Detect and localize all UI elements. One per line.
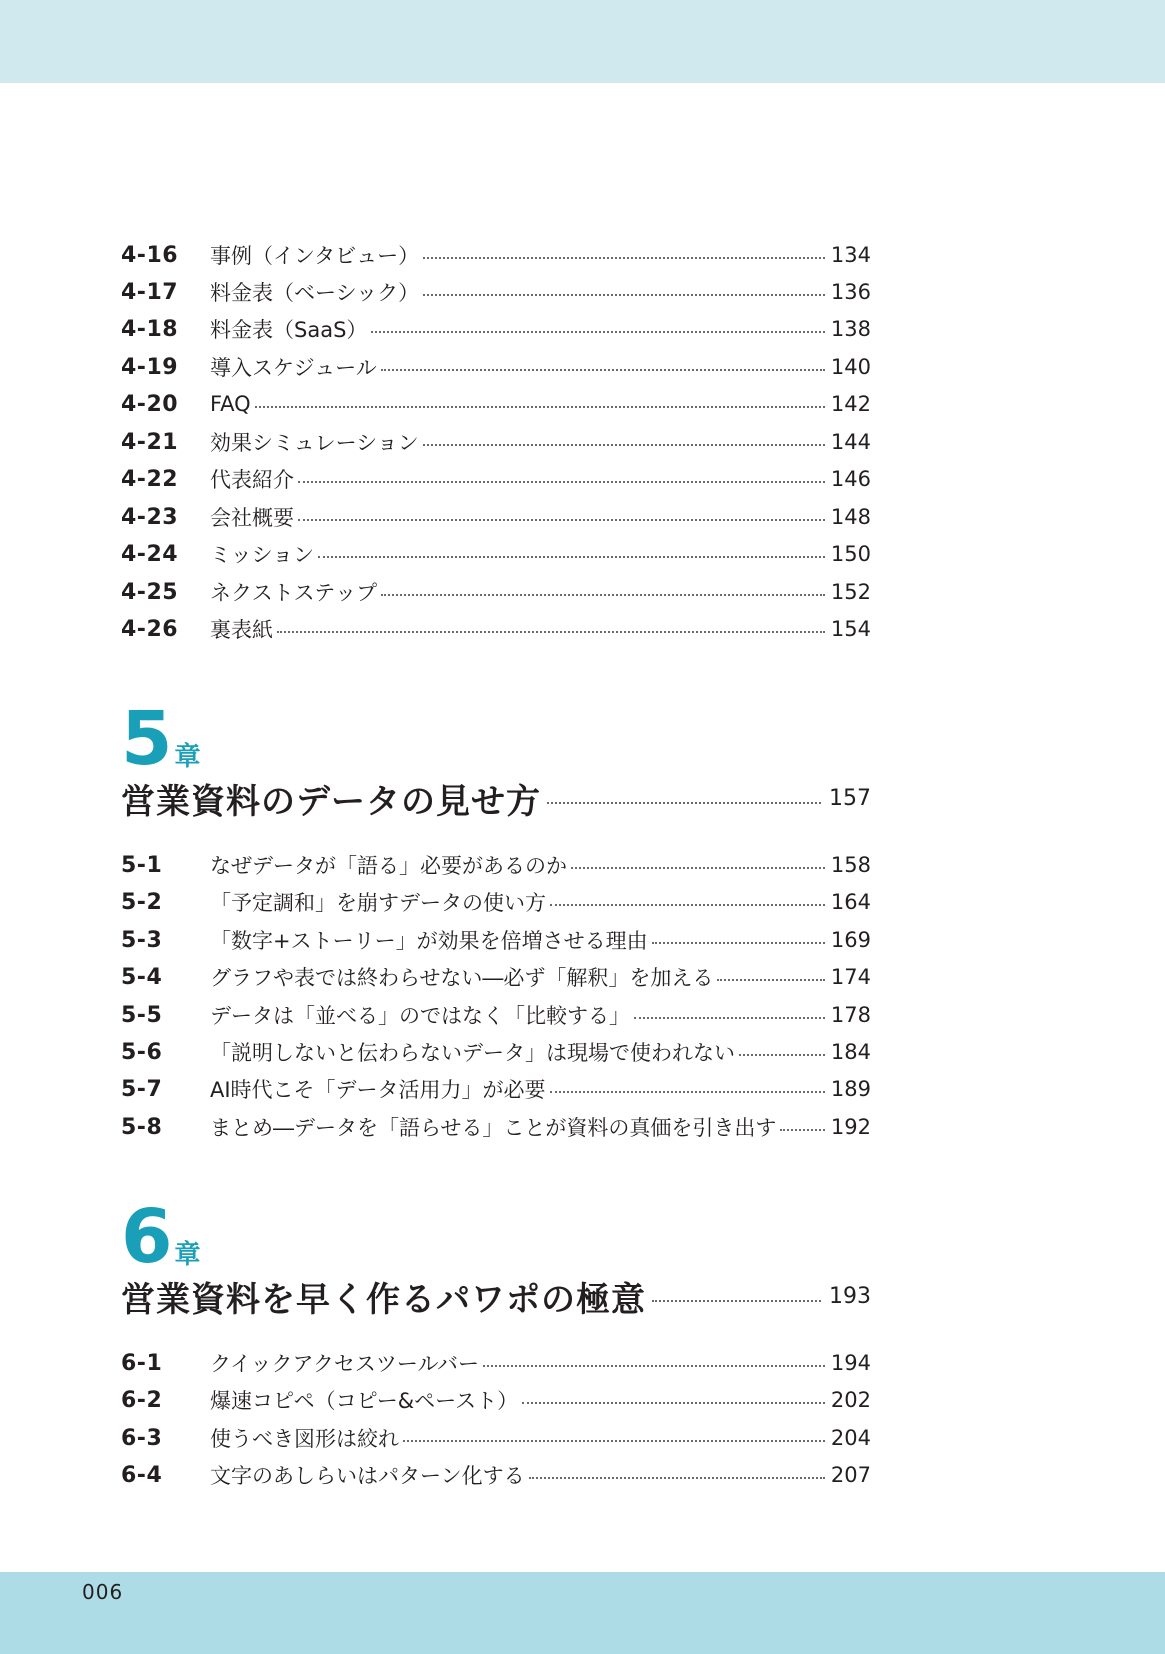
entry-title: 効果シミュレーション — [210, 431, 419, 455]
entry-title: 「数字+ストーリー」が効果を倍増させる理由 — [210, 929, 648, 953]
chapter-5-heading[interactable] — [121, 776, 871, 820]
dot-leader — [571, 867, 825, 869]
entry-number: 5-6 — [121, 1039, 163, 1065]
toc-entry[interactable] — [121, 275, 871, 309]
entry-page: 184 — [830, 1040, 871, 1064]
entry-page: 146 — [830, 467, 871, 491]
entry-number: 6-3 — [121, 1425, 163, 1451]
dot-leader — [529, 1477, 825, 1479]
entry-title: 料金表（ベーシック） — [210, 281, 420, 305]
dot-leader — [739, 1054, 825, 1056]
toc-entry[interactable] — [121, 612, 871, 646]
dot-leader — [522, 1402, 825, 1404]
entry-page: 148 — [830, 505, 871, 529]
toc-entry[interactable] — [121, 1458, 871, 1492]
entry-number: 4-23 — [121, 504, 179, 530]
chapter-page: 157 — [829, 785, 871, 811]
entry-page: 174 — [830, 965, 871, 989]
entry-number: 4-25 — [121, 579, 179, 605]
top-color-band — [0, 0, 1165, 83]
chapter-5-mark — [121, 696, 201, 782]
toc-entry[interactable] — [121, 1110, 871, 1144]
entry-number: 4-26 — [121, 616, 179, 642]
entry-page: 144 — [830, 430, 871, 454]
dot-leader — [652, 1300, 821, 1302]
entry-title: 爆速コピペ（コピー&ペースト） — [210, 1389, 519, 1413]
toc-entry[interactable] — [121, 1383, 871, 1417]
bottom-color-band — [0, 1572, 1165, 1654]
entry-number: 6-1 — [121, 1350, 163, 1376]
entry-page: 192 — [830, 1115, 871, 1139]
dot-leader — [298, 481, 825, 483]
chapter-unit: 章 — [174, 1240, 201, 1270]
entry-page: 194 — [830, 1351, 871, 1375]
dot-leader — [780, 1129, 825, 1131]
entry-title: データは「並べる」のではなく「比較する」 — [210, 1004, 630, 1028]
dot-leader — [550, 1091, 825, 1093]
toc-entry[interactable] — [121, 537, 871, 571]
chapter-6-heading[interactable] — [121, 1274, 871, 1318]
entry-page: 138 — [830, 317, 871, 341]
page-number: 006 — [82, 1580, 124, 1604]
entry-page: 154 — [830, 617, 871, 641]
entry-title: 「説明しないと伝わらないデータ」は現場で使われない — [210, 1041, 735, 1065]
dot-leader — [381, 369, 825, 371]
toc-entry[interactable] — [121, 848, 871, 882]
dot-leader — [634, 1017, 825, 1019]
toc-entry[interactable] — [121, 960, 871, 994]
chapter-6-mark — [121, 1194, 201, 1280]
entry-number: 6-4 — [121, 1462, 163, 1488]
dot-leader — [423, 257, 825, 259]
toc-entry[interactable] — [121, 425, 871, 459]
toc-entry[interactable] — [121, 1035, 871, 1069]
dot-leader — [423, 294, 825, 296]
entry-number: 5-5 — [121, 1002, 163, 1028]
toc-entry[interactable] — [121, 1346, 871, 1380]
entry-page: 189 — [830, 1077, 871, 1101]
chapter-page: 193 — [829, 1283, 871, 1309]
entry-page: 150 — [830, 542, 871, 566]
entry-title: 使うべき図形は絞れ — [210, 1427, 399, 1451]
dot-leader — [371, 331, 825, 333]
entry-title: 事例（インタビュー） — [210, 244, 420, 268]
entry-number: 5-8 — [121, 1114, 163, 1140]
entry-page: 207 — [830, 1463, 871, 1487]
entry-number: 5-1 — [121, 852, 163, 878]
dot-leader — [423, 444, 825, 446]
entry-title: ネクストステップ — [210, 581, 378, 605]
toc-entry[interactable] — [121, 575, 871, 609]
entry-title: 「予定調和」を崩すデータの使い方 — [210, 891, 546, 915]
entry-number: 4-20 — [121, 391, 179, 417]
entry-title: 導入スケジュール — [210, 356, 377, 380]
entry-title: 文字のあしらいはパターン化する — [210, 1464, 525, 1488]
entry-page: 152 — [830, 580, 871, 604]
dot-leader — [403, 1440, 825, 1442]
toc-entry[interactable] — [121, 998, 871, 1032]
dot-leader — [298, 519, 825, 521]
entry-page: 134 — [830, 243, 871, 267]
entry-page: 202 — [830, 1388, 871, 1412]
entry-number: 4-24 — [121, 541, 179, 567]
dot-leader — [550, 904, 825, 906]
entry-page: 169 — [830, 928, 871, 952]
chapter-number: 6 — [121, 1194, 173, 1280]
entry-number: 4-19 — [121, 354, 179, 380]
toc-entry[interactable] — [121, 500, 871, 534]
toc-entry[interactable] — [121, 1072, 871, 1106]
entry-page: 164 — [830, 890, 871, 914]
entry-title: 会社概要 — [210, 506, 294, 530]
toc-entry[interactable] — [121, 350, 871, 384]
entry-title: まとめ―データを「語らせる」ことが資料の真価を引き出す — [210, 1116, 777, 1140]
toc-entry[interactable] — [121, 387, 871, 421]
dot-leader — [547, 802, 821, 804]
toc-entry[interactable] — [121, 1421, 871, 1455]
entry-number: 5-3 — [121, 927, 163, 953]
entry-title: グラフや表では終わらせない―必ず「解釈」を加える — [210, 966, 714, 990]
entry-number: 4-22 — [121, 466, 179, 492]
entry-title: FAQ — [210, 392, 251, 416]
dot-leader — [381, 594, 825, 596]
entry-page: 140 — [830, 355, 871, 379]
entry-title: 裏表紙 — [210, 618, 273, 642]
chapter-title: 営業資料のデータの見せ方 — [121, 781, 541, 822]
toc-entry[interactable] — [121, 312, 871, 346]
dot-leader — [255, 406, 825, 408]
dot-leader — [318, 556, 825, 558]
entry-title: なぜデータが「語る」必要があるのか — [210, 854, 567, 878]
toc-entry[interactable] — [121, 462, 871, 496]
chapter-title: 営業資料を早く作るパワポの極意 — [121, 1279, 646, 1320]
entry-number: 4-18 — [121, 316, 179, 342]
entry-number: 5-4 — [121, 964, 163, 990]
entry-title: 代表紹介 — [210, 468, 294, 492]
chapter-number: 5 — [121, 696, 173, 782]
entry-title: ミッション — [210, 543, 315, 567]
dot-leader — [483, 1365, 825, 1367]
toc-entry[interactable] — [121, 923, 871, 957]
toc-entry[interactable] — [121, 238, 871, 272]
entry-number: 5-7 — [121, 1076, 163, 1102]
chapter-unit: 章 — [174, 742, 201, 772]
entry-title: AI時代こそ「データ活用力」が必要 — [210, 1078, 546, 1102]
toc-entry[interactable] — [121, 885, 871, 919]
entry-number: 4-17 — [121, 279, 179, 305]
entry-number: 4-16 — [121, 242, 179, 268]
entry-page: 178 — [830, 1003, 871, 1027]
entry-number: 6-2 — [121, 1387, 163, 1413]
entry-page: 158 — [830, 853, 871, 877]
entry-number: 5-2 — [121, 889, 163, 915]
entry-page: 204 — [830, 1426, 871, 1450]
entry-page: 136 — [830, 280, 871, 304]
dot-leader — [717, 979, 825, 981]
entry-number: 4-21 — [121, 429, 179, 455]
entry-title: 料金表（SaaS） — [210, 318, 368, 342]
dot-leader — [277, 631, 825, 633]
entry-page: 142 — [830, 392, 871, 416]
dot-leader — [652, 942, 825, 944]
entry-title: クイックアクセスツールバー — [210, 1352, 480, 1376]
